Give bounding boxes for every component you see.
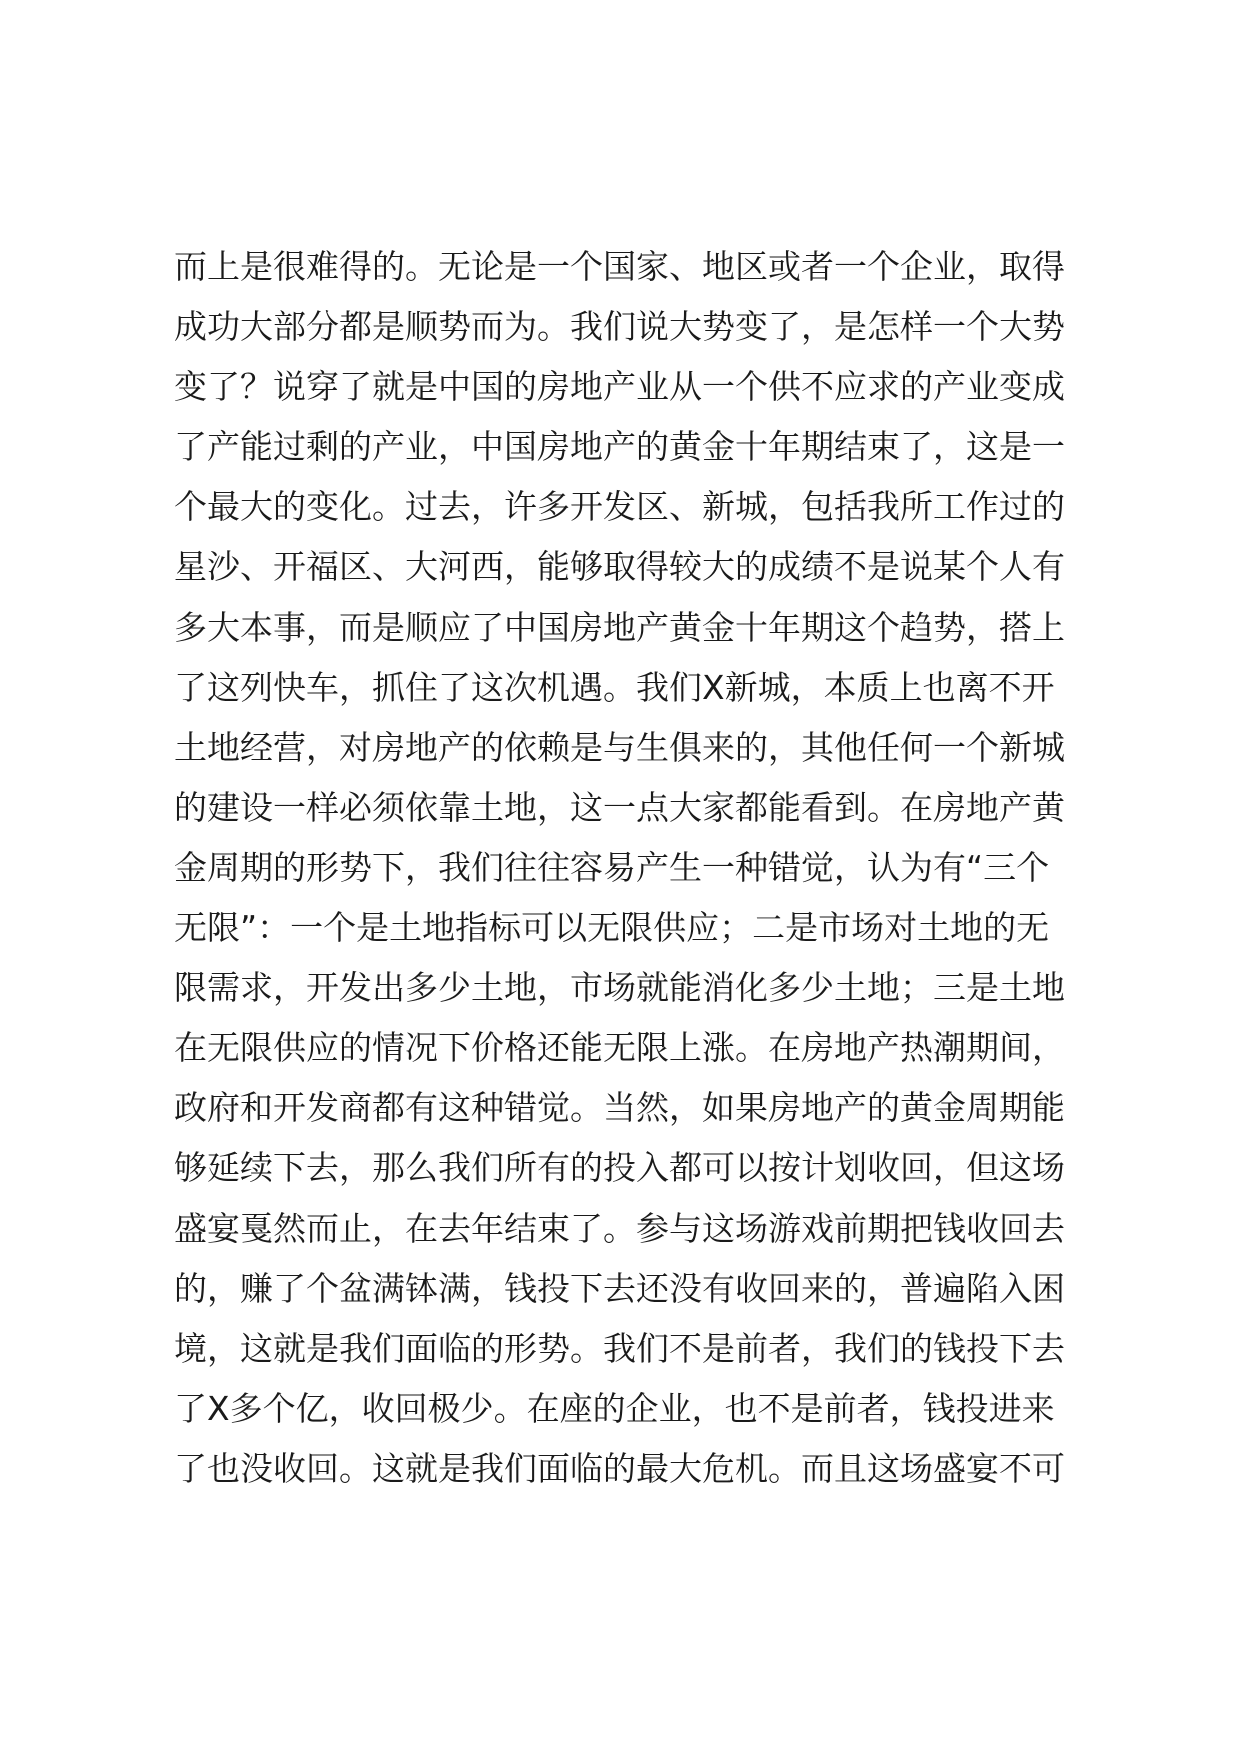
text-line: 的，赚了个盆满钵满，钱投下去还没有收回来的，普遍陷入困 (174, 1268, 1065, 1308)
text-line: 金周期的形势下，我们往往容易产生一种错觉，认为有“三个 (174, 847, 1050, 887)
text-line: 境，这就是我们面临的形势。我们不是前者，我们的钱投下去 (174, 1328, 1065, 1368)
text-line: 够延续下去，那么我们所有的投入都可以按计划收回，但这场 (174, 1148, 1065, 1188)
text-line: 变了？说穿了就是中国的房地产业从一个供不应求的产业变成 (174, 367, 1065, 407)
text-line: 在无限供应的情况下价格还能无限上涨。在房地产热潮期间， (174, 1028, 1065, 1068)
text-line: 而上是很难得的。无论是一个国家、地区或者一个企业，取得 (174, 247, 1065, 286)
text-line: 政府和开发商都有这种错觉。当然，如果房地产的黄金周期能 (174, 1088, 1065, 1128)
text-line: 限需求，开发出多少土地，市场就能消化多少土地；三是土地 (174, 968, 1065, 1008)
text-line: 了这列快车，抓住了这次机遇。我们X新城，本质上也离不开 (174, 667, 1055, 707)
text-line: 了也没收回。这就是我们面临的最大危机。而且这场盛宴不可 (174, 1448, 1065, 1488)
text-line: 土地经营，对房地产的依赖是与生俱来的，其他任何一个新城 (174, 727, 1065, 767)
text-line: 成功大部分都是顺势而为。我们说大势变了，是怎样一个大势 (174, 307, 1065, 347)
text-line: 了X多个亿，收回极少。在座的企业，也不是前者，钱投进来 (174, 1388, 1055, 1428)
text-line: 多大本事，而是顺应了中国房地产黄金十年期这个趋势，搭上 (174, 607, 1065, 647)
text-line: 了产能过剩的产业，中国房地产的黄金十年期结束了，这是一 (174, 427, 1065, 467)
text-line: 盛宴戛然而止，在去年结束了。参与这场游戏前期把钱收回去 (174, 1208, 1065, 1248)
body-text (174, 237, 1094, 1499)
text-line: 星沙、开福区、大河西，能够取得较大的成绩不是说某个人有 (174, 547, 1065, 587)
text-line: 个最大的变化。过去，许多开发区、新城，包括我所工作过的 (174, 487, 1065, 527)
text-line: 的建设一样必须依靠土地，这一点大家都能看到。在房地产黄 (174, 787, 1065, 827)
text-line: 无限”：一个是土地指标可以无限供应；二是市场对土地的无 (174, 908, 1050, 948)
